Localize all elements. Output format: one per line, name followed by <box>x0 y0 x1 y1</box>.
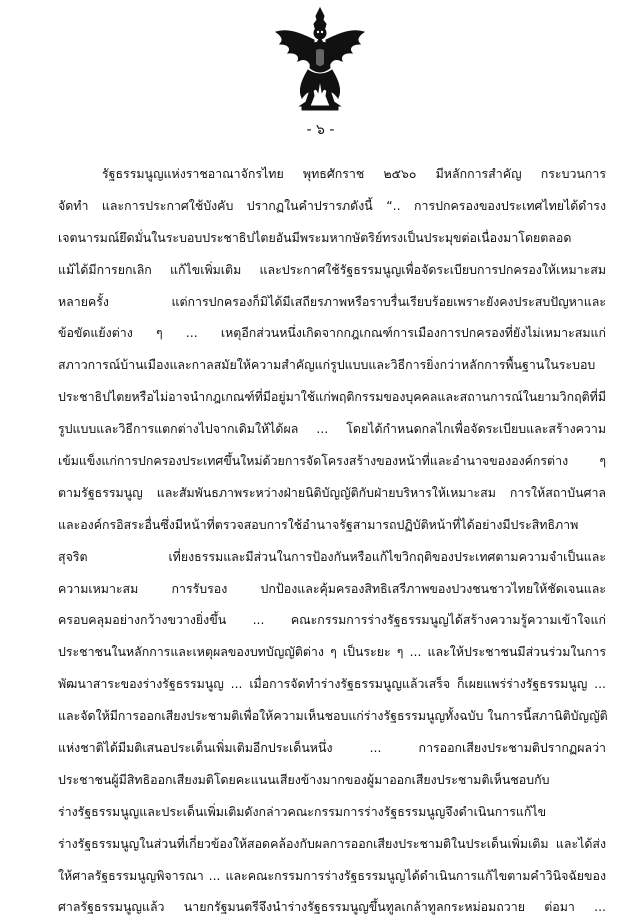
text-line: จัดทำ และการประกาศใช้บังคับ ปรากฏในคำปรารภดังนี้ “.. การปกครองของประเทศไทยได้ดำรง <box>58 197 606 213</box>
text-line: ประชาชนผู้มีสิทธิออกเสียงมติโดยคะแนนเสียงข้างมากของผู้มาออกเสียงประชามติเห็นชอบกับ <box>58 771 550 787</box>
text-line: ศาลรัฐธรรมนูญแล้ว นายกรัฐมนตรีจึงนำร่างรัฐธรรมนูญขึ้นทูลเกล้าทูลกระหม่อมถวาย ต่อมา ... <box>58 899 606 915</box>
body-paragraph <box>58 158 606 923</box>
text-line: เข้มแข็งแก่การปกครองประเทศขึ้นใหม่ด้วยการจัดโครงสร้างของหน้าที่และอำนาจขององค์กรต่าง ๆ <box>58 453 606 469</box>
text-line: ข้อขัดแย้งต่าง ๆ ... เหตุอีกส่วนหนึ่งเกิดจากกฎเกณฑ์การเมืองการปกครองที่ยังไม่เหมาะสมแก่ <box>58 325 606 341</box>
text-line: ร่างรัฐธรรมนูญและประเด็นเพิ่มเติมดังกล่าวคณะกรรมการร่างรัฐธรรมนูญจึงดำเนินการแก้ไข <box>58 803 547 819</box>
page-number: - ๖ - <box>306 122 335 138</box>
text-line: ตามรัฐธรรมนูญ และสัมพันธภาพระหว่างฝ่ายนิติบัญญัติกับฝ่ายบริหารให้เหมาะสม การให้สถาบันศาล <box>58 484 606 500</box>
text-line: แห่งชาติได้มีมติเสนอประเด็นเพิ่มเติมอีกประเด็นหนึ่ง ... การออกเสียงประชามติปรากฏผลว่า <box>58 740 606 756</box>
text-line: และจัดให้มีการออกเสียงประชามติเพื่อให้ความเห็นชอบแก่ร่างรัฐธรรมนูญทั้งฉบับ ในการนี้สภานิติบัญญัติ <box>58 708 608 724</box>
text-line: ครอบคลุมอย่างกว้างขวางยิ่งขึ้น ... คณะกรรมการร่างรัฐธรรมนูญได้สร้างความรู้ความเข้าใจแก่ <box>58 612 606 628</box>
text-line: ประชาชนในหลักการและเหตุผลของบทบัญญัติต่าง ๆ เป็นระยะ ๆ ... และให้ประชาชนมีส่วนร่วมในการ <box>58 644 606 660</box>
text-line: หลายครั้ง แต่การปกครองก็มิได้มีเสถียรภาพหรือราบรื่นเรียบร้อยเพราะยังคงประสบปัญหาและ <box>58 293 606 309</box>
text-line: ร่างรัฐธรรมนูญในส่วนที่เกี่ยวข้องให้สอดคล้องกับผลการออกเสียงประชามติในประเด็นเพิ่มเติม และได้ส่ง <box>58 835 606 851</box>
garuda-emblem-icon <box>272 6 368 114</box>
text-line: ประชาธิปไตยหรือไม่อาจนำกฎเกณฑ์ที่มีอยู่มาใช้แก่พฤติกรรมของบุคคลและสถานการณ์ในยามวิกฤติที่มี <box>58 389 606 405</box>
text-line: ให้ศาลรัฐธรรมนูญพิจารณา ... และคณะกรรมการร่างรัฐธรรมนูญได้ดำเนินการแก้ไขตามคำวินิจฉัยของ <box>58 867 606 883</box>
text-line: สุจริต เที่ยงธรรมและมีส่วนในการป้องกันหรือแก้ไขวิกฤติของประเทศตามความจำเป็นและ <box>58 548 606 564</box>
text-line: พัฒนาสาระของร่างรัฐธรรมนูญ ... เมื่อการจัดทำร่างรัฐธรรมนูญแล้วเสร็จ ก็เผยแพร่ร่างรัฐธรรมนูญ ... <box>58 676 606 692</box>
text-line: สภาวการณ์บ้านเมืองและกาลสมัยให้ความสำคัญแก่รูปแบบและวิธีการยิ่งกว่าหลักการพื้นฐานในระบอบ <box>58 357 596 373</box>
text-line: และองค์กรอิสระอื่นซึ่งมีหน้าที่ตรวจสอบการใช้อำนาจรัฐสามารถปฏิบัติหน้าที่ได้อย่างมีประสิทธิภาพ <box>58 516 579 532</box>
text-line: เจตนารมณ์ยึดมั่นในระบอบประชาธิปไตยอันมีพระมหากษัตริย์ทรงเป็นประมุขต่อเนื่องมาโดยตลอด <box>58 229 572 245</box>
text-line: แม้ได้มีการยกเลิก แก้ไขเพิ่มเติม และประกาศใช้รัฐธรรมนูญเพื่อจัดระเบียบการปกครองให้เหมาะสม <box>58 261 606 277</box>
text-line: รัฐธรรมนูญแห่งราชอาณาจักรไทย พุทธศักราช ๒๕๖๐ มีหลักการสำคัญ กระบวนการ <box>102 166 606 181</box>
text-line: รูปแบบและวิธีการแตกต่างไปจากเดิมให้ได้ผล ... โดยได้กำหนดกลไกเพื่อจัดระเบียบและสร้างความ <box>58 421 606 437</box>
text-line: ความเหมาะสม การรับรอง ปกป้องและคุ้มครองสิทธิเสรีภาพของปวงชนชาวไทยให้ชัดเจนและ <box>58 580 606 596</box>
